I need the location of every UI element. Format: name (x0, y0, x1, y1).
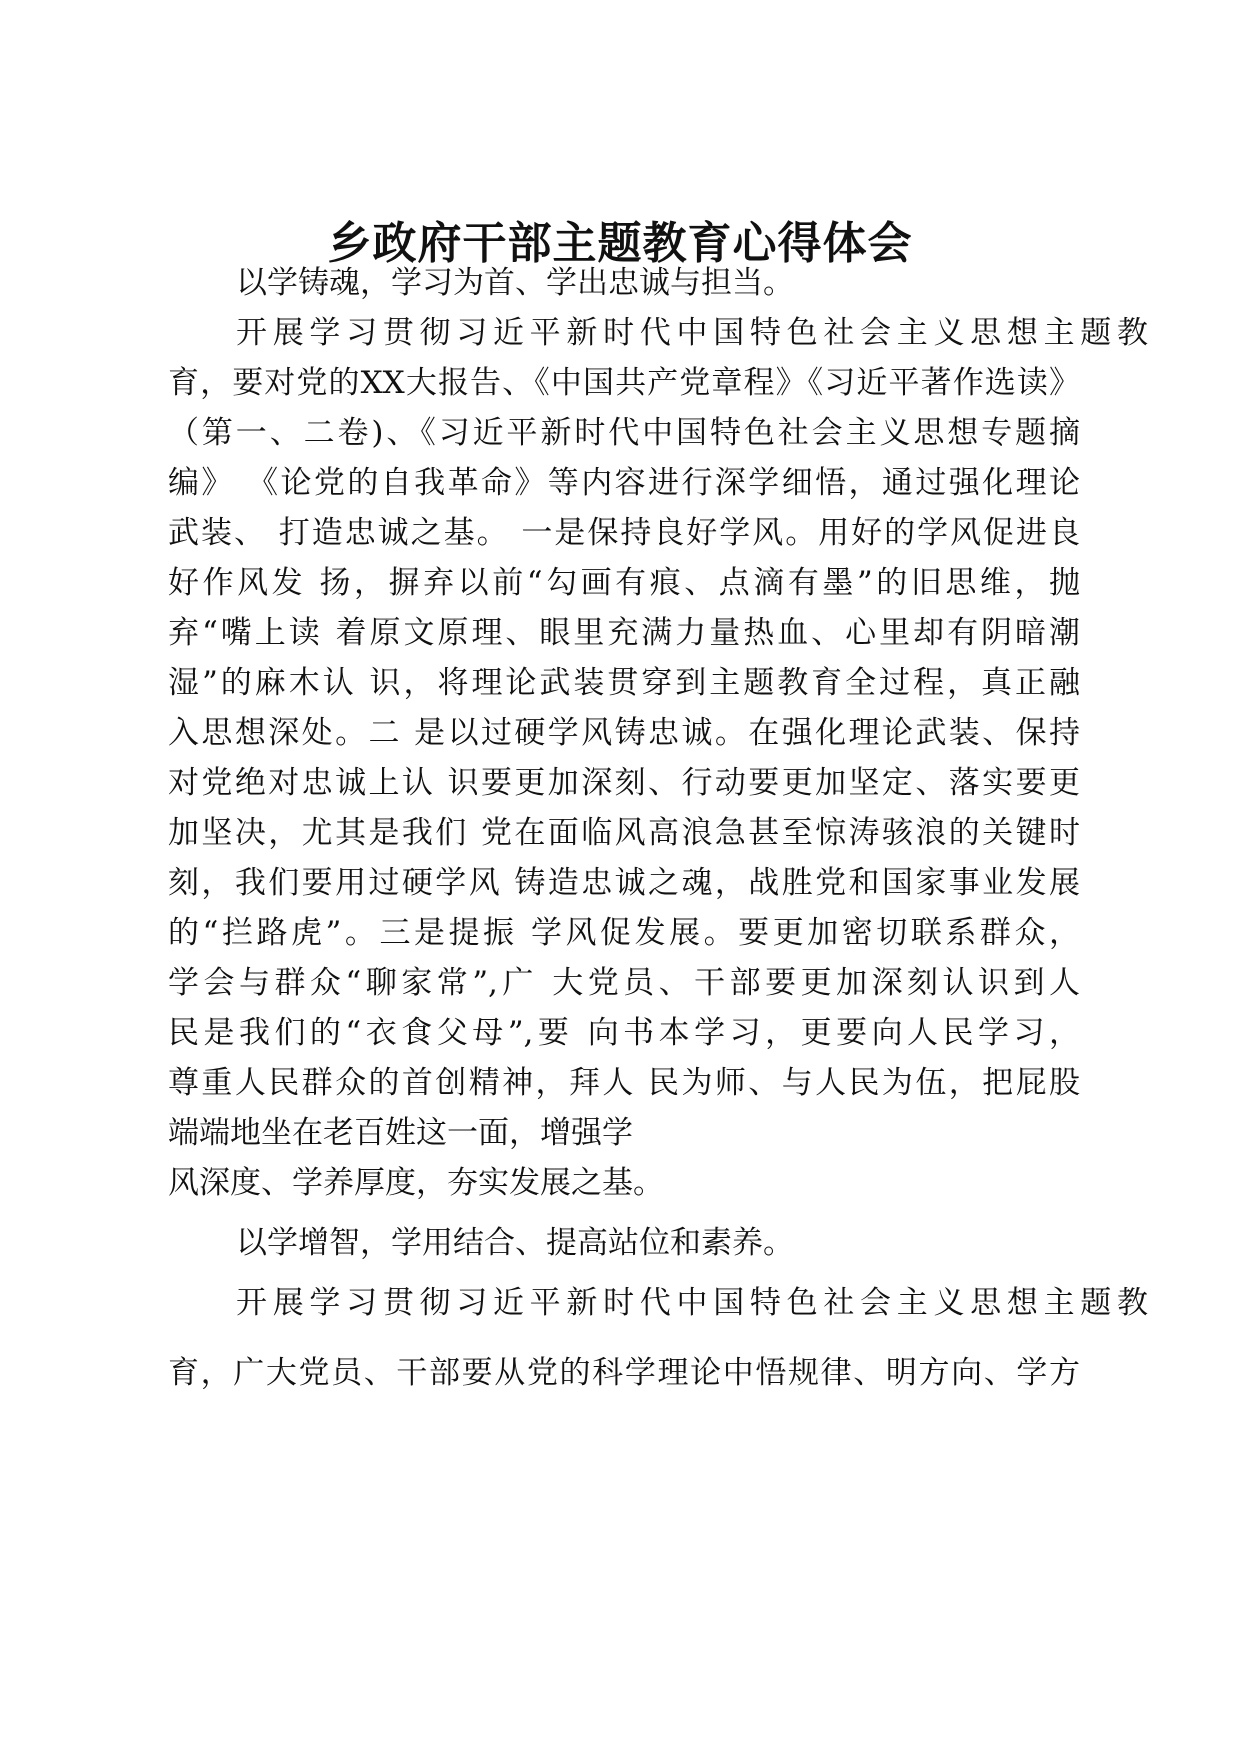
paragraph-line: 武装、 打造忠诚之基。 一是保持良好学风。用好的学风促进良 (168, 515, 1080, 551)
paragraph-line: 对党绝对忠诚上认 识要更加深刻、行动要更加坚定、落实要更 (168, 765, 1080, 801)
paragraph-line: 开展学习贯彻习近平新时代中国特色社会主义思想主题教 (236, 1285, 1148, 1321)
section-heading-1: 以学铸魂，学习为首、学出忠诚与担当。 (236, 265, 794, 301)
document-title: 乡政府干部主题教育心得体会 (327, 218, 913, 269)
paragraph-line: 弃“嘴上读 着原文原理、眼里充满力量热血、心里却有阴暗潮 (168, 615, 1080, 651)
section-heading-2: 以学增智，学用结合、提高站位和素养。 (236, 1225, 794, 1261)
paragraph-line: 入思想深处。二 是以过硬学风铸忠诚。在强化理论武装、保持 (168, 715, 1080, 751)
paragraph-line: 民是我们的“衣食父母”,要 向书本学习，更要向人民学习， (168, 1015, 1080, 1051)
paragraph-line: 尊重人民群众的首创精神，拜人 民为师、与人民为伍，把屁股 (168, 1065, 1080, 1101)
paragraph-line: 育，要对党的XX大报告、《中国共产党章程》《习近平著作选读》 (168, 365, 1080, 401)
paragraph-line: 刻，我们要用过硬学风 铸造忠诚之魂，战胜党和国家事业发展 (168, 865, 1080, 901)
paragraph-line: 开展学习贯彻习近平新时代中国特色社会主义思想主题教 (236, 315, 1148, 351)
paragraph-line: 好作风发 扬，摒弃以前“勾画有痕、点滴有墨”的旧思维，抛 (168, 565, 1080, 601)
paragraph-line: （第一、二卷)、《习近平新时代中国特色社会主义思想专题摘 (168, 415, 1080, 451)
paragraph-line: 的“拦路虎”。三是提振 学风促发展。要更加密切联系群众， (168, 915, 1080, 951)
paragraph-line: 编》 《论党的自我革命》等内容进行深学细悟，通过强化理论 (168, 465, 1080, 501)
paragraph-line: 育，广大党员、干部要从党的科学理论中悟规律、明方向、学方 (168, 1355, 1080, 1391)
paragraph-line: 湿”的麻木认 识，将理论武装贯穿到主题教育全过程，真正融 (168, 665, 1080, 701)
paragraph-line: 风深度、学养厚度，夯实发展之基。 (168, 1165, 664, 1201)
paragraph-line: 学会与群众“聊家常”,广 大党员、干部要更加深刻认识到人 (168, 965, 1080, 1001)
paragraph-line: 端端地坐在老百姓这一面，增强学 (168, 1115, 633, 1151)
paragraph-line: 加坚决，尤其是我们 党在面临风高浪急甚至惊涛骇浪的关键时 (168, 815, 1080, 851)
